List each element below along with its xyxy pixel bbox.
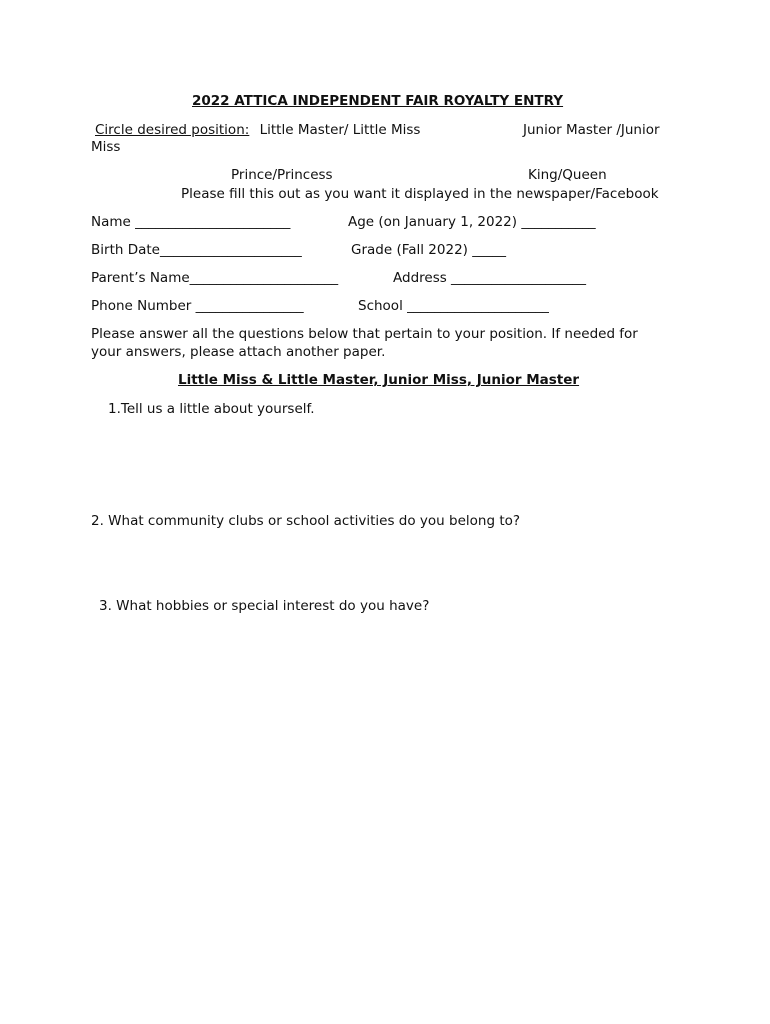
display-instruction: Please fill this out as you want it displayed in the newspaper/Facebook	[181, 186, 659, 202]
position-option-junior[interactable]: Junior Master /Junior	[523, 122, 660, 138]
position-option-little[interactable]: Little Master/ Little Miss	[259, 122, 421, 138]
age-field[interactable]: Age (on January 1, 2022) ___________	[348, 214, 596, 230]
section-heading: Little Miss & Little Master, Junior Miss, Junior Master	[178, 372, 580, 388]
position-option-king[interactable]: King/Queen	[528, 167, 607, 183]
question-2: 2. What community clubs or school activities do you belong to?	[91, 513, 521, 529]
grade-field[interactable]: Grade (Fall 2022) _____	[351, 242, 506, 258]
question-1: 1.Tell us a little about yourself.	[108, 401, 315, 417]
position-label: Circle desired position:	[95, 122, 250, 138]
birth-date-field[interactable]: Birth Date_____________________	[91, 242, 302, 258]
phone-field[interactable]: Phone Number ________________	[91, 298, 304, 314]
parent-name-field[interactable]: Parent’s Name______________________	[91, 270, 339, 286]
address-field[interactable]: Address ____________________	[393, 270, 587, 286]
answer-instructions-line1: Please answer all the questions below that pertain to your position. If needed for	[91, 326, 638, 342]
form-title: 2022 ATTICA INDEPENDENT FAIR ROYALTY ENTRY	[192, 93, 564, 109]
position-option-prince[interactable]: Prince/Princess	[231, 167, 333, 183]
position-option-junior-cont: Miss	[91, 139, 121, 155]
name-field[interactable]: Name _______________________	[91, 214, 291, 230]
school-field[interactable]: School _____________________	[358, 298, 549, 314]
question-3: 3. What hobbies or special interest do you have?	[99, 598, 430, 614]
answer-instructions-line2: your answers, please attach another paper.	[91, 344, 386, 360]
